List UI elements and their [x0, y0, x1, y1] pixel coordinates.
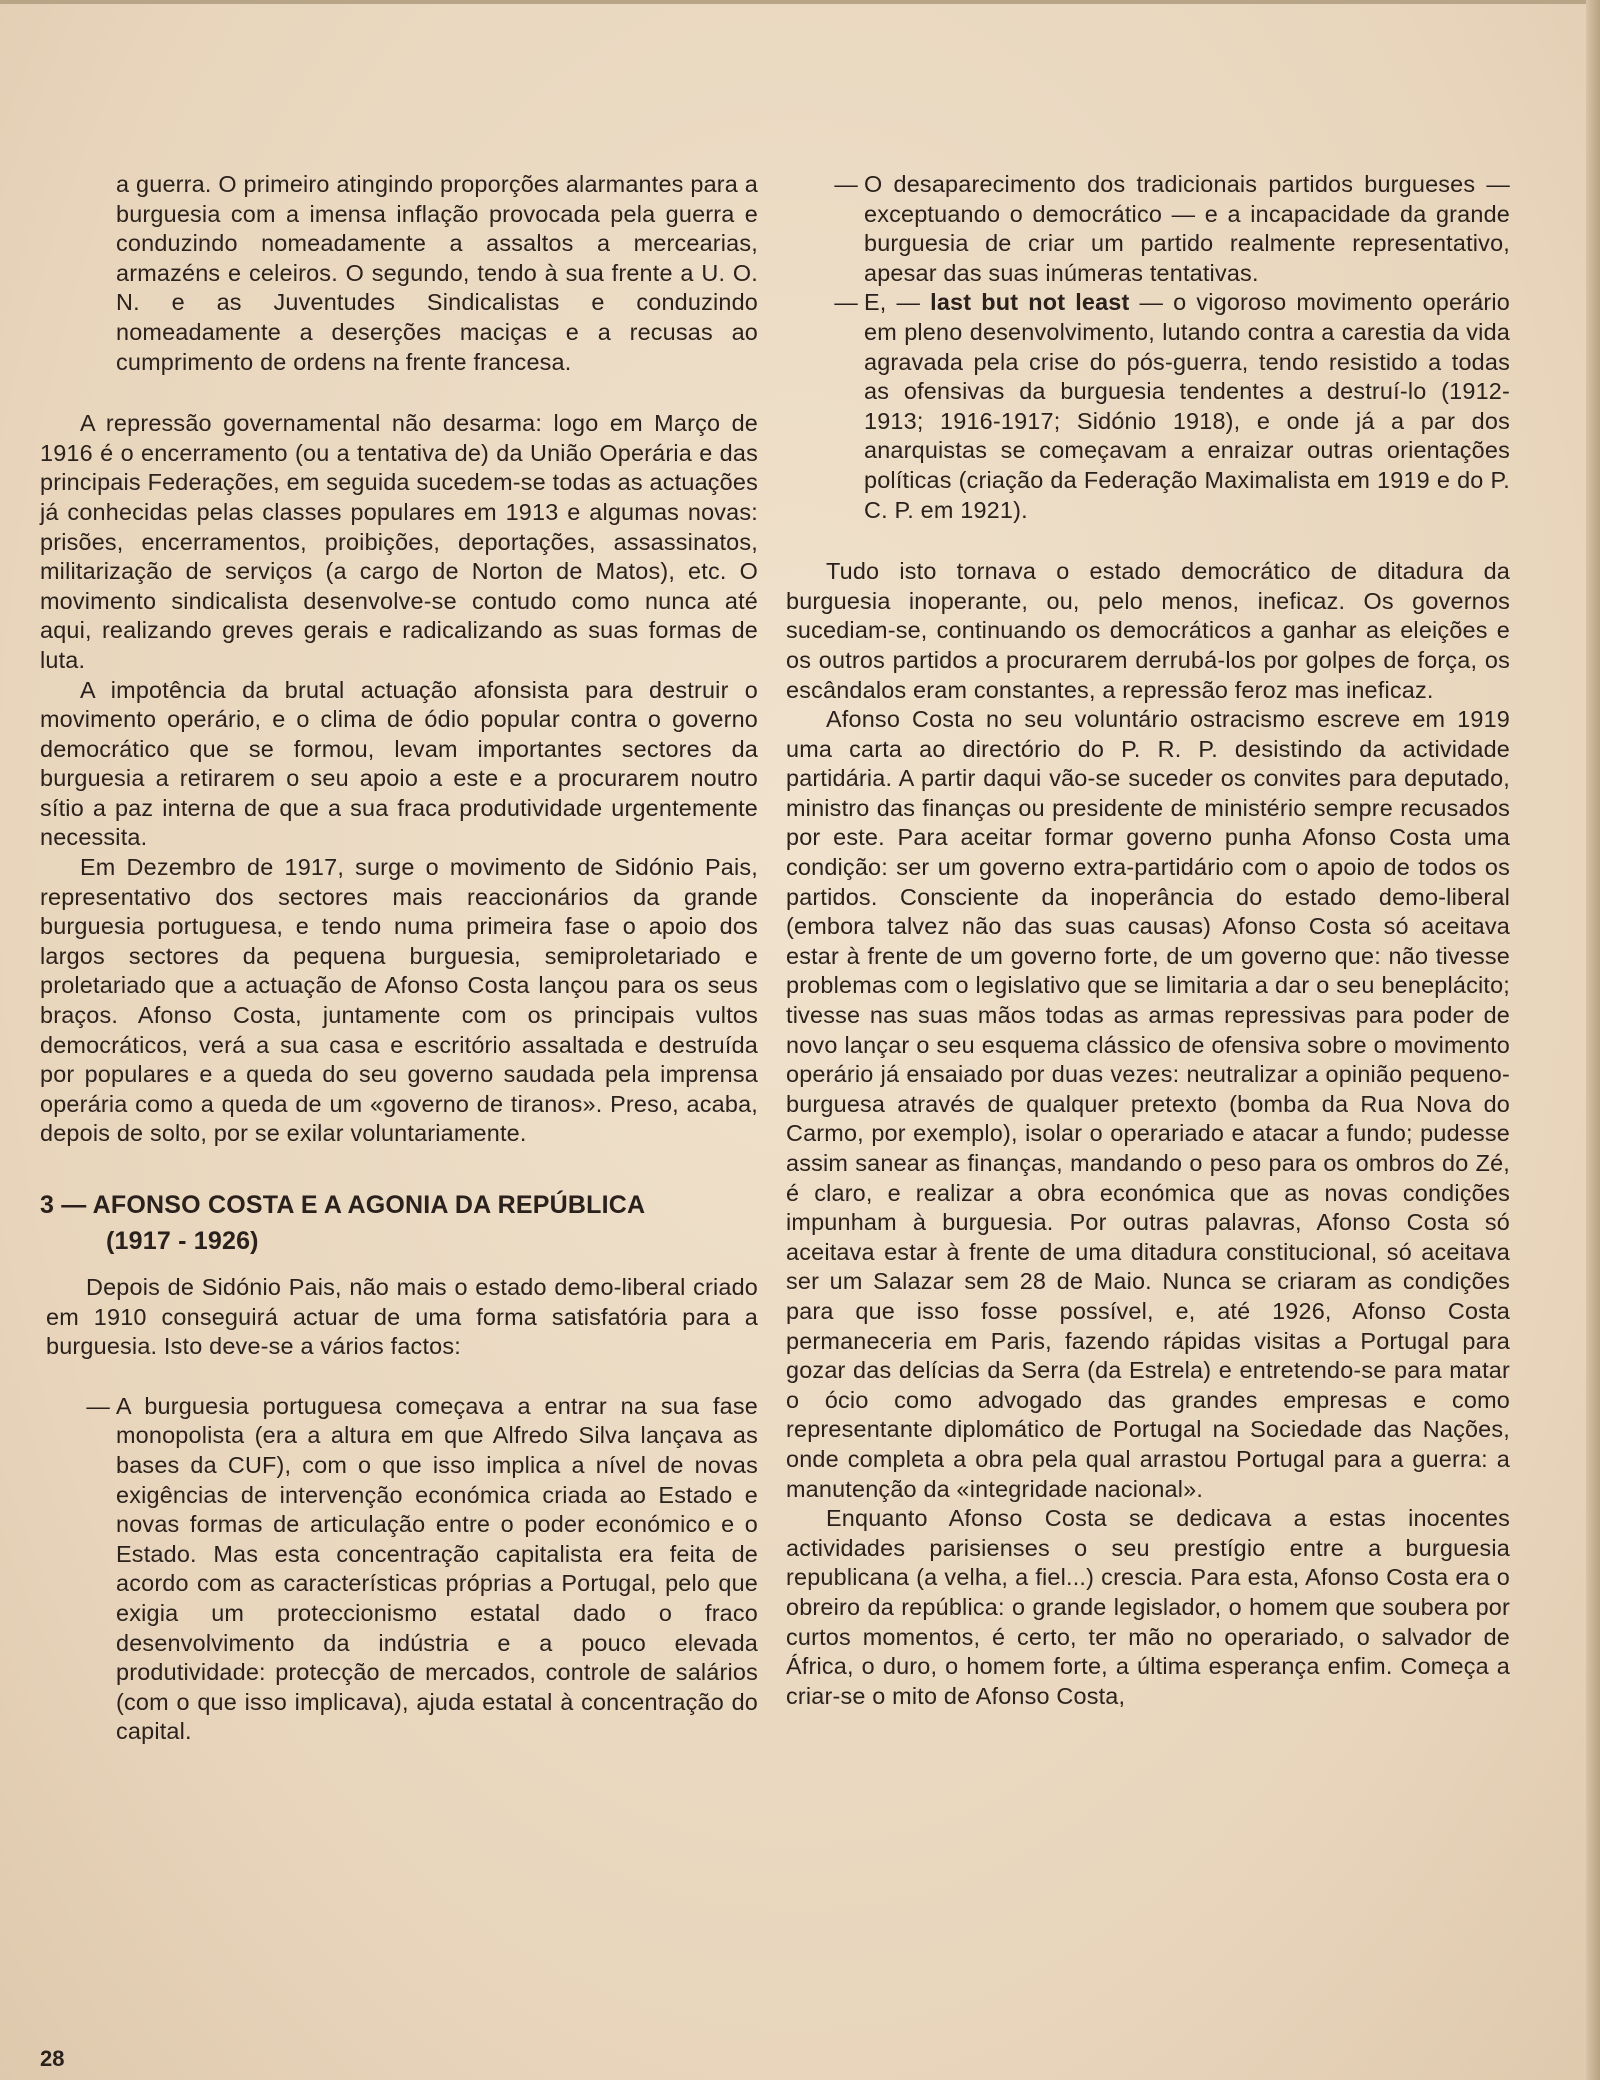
list-item-text: O desaparecimento dos tradicionais partidos burgueses — exceptuando o democrático — e a incapacidade da grande burguesia de criar um partido realmente representativo, apesar das suas inúmeras tentativas. [864, 171, 1510, 286]
emphasis-text: last but not least [930, 289, 1130, 316]
list-dash: — [834, 171, 858, 197]
paragraph: Em Dezembro de 1917, surge o movimento de Sidónio Pais, representativo dos sectores mais reaccionários da grande burguesia portuguesa, e tendo numa primeira fase o apoio dos largos sectores da pequena burguesia, semiproletariado e proletariado que a actuação de Afonso Costa lançou para os seus braços. Afonso Costa, juntamente com os principais vultos democráticos, verá a sua casa e escritório assaltada e destruída por populares e a queda do seu governo saudada pela imprensa operária como a queda de um «governo de tiranos». Preso, acaba, depois de solto, por se exilar voluntariamente. [40, 854, 758, 1147]
paragraph: Depois de Sidónio Pais, não mais o estado demo-liberal criado em 1910 conseguirá actuar de uma forma satisfatória para a burguesia. Isto deve-se a vários factos: [46, 1274, 758, 1360]
section-heading-line2: (1917 - 1926) [106, 1227, 259, 1255]
paragraph: a guerra. O primeiro atingindo proporções alarmantes para a burguesia com a imensa inflação provocada pela guerra e conduzindo nomeadamente a assaltos a mercearias, armazéns e celeiros. O segundo, tendo à sua frente a U. O. N. e as Juventudes Sindicalistas e conduzindo nomeadamente a deserções maciças e a recusas ao cumprimento de ordens na frente francesa. [116, 171, 758, 375]
page-number: 28 [40, 2046, 65, 2071]
page-right-edge [1586, 0, 1600, 2080]
list-item-text: — o vigoroso movimento operário em pleno desenvolvimento, lutando contra a carestia da vida agravada pela crise do pós-guerra, tendo resistido a todas as ofensivas da burguesia tendentes a destruí-lo (1912-1913; 1916-1917; Sidónio 1918), e onde já a par dos anarquistas se começavam a enraizar outras orientações políticas (criação da Federação Maximalista em 1919 e do P. C. P. em 1921). [864, 289, 1510, 523]
list-item [40, 1392, 758, 1747]
left-column [40, 170, 758, 1747]
list-item-text: A burguesia portuguesa começava a entrar na sua fase monopolista (era a altura em que Alfredo Silva lançava as bases da CUF), com o que isso implica a nível de novas exigências de intervenção económica criada ao Estado e novas formas de articulação entre o poder económico e o Estado. Mas esta concentração capitalista era feita de acordo com as características próprias a Portugal, pelo que exigia um proteccionismo estatal dado o fraco desenvolvimento da indústria e a pouco elevada produtividade: protecção de mercados, controle de salários (com o que isso implicava), ajuda estatal à concentração do capital. [116, 1392, 758, 1745]
list-item [786, 170, 1510, 288]
paragraph: Tudo isto tornava o estado democrático de ditadura da burguesia inoperante, ou, pelo menos, ineficaz. Os governos sucediam-se, continuando os democráticos a ganhar as eleições e os outros partidos a procurarem derrubá-los por golpes de força, os escândalos eram constantes, a repressão feroz mas ineficaz. [786, 558, 1510, 703]
right-column [786, 170, 1510, 1711]
page-top-edge [0, 0, 1600, 4]
paragraph: A impotência da brutal actuação afonsista para destruir o movimento operário, e o clima de ódio popular contra o governo democrático que se formou, levam importantes sectores da burguesia a retirarem o seu apoio a este e a procurarem noutro sítio a paz interna de que a sua fraca produtividade urgentemente necessita. [40, 676, 758, 851]
paragraph: A repressão governamental não desarma: logo em Março de 1916 é o encerramento (ou a tentativa de) da União Operária e das principais Federações, em seguida sucedem-se todas as actuações já conhecidas pelas classes populares em 1913 e algumas novas: prisões, encerramentos, proibições, deportações, assassinatos, militarização de serviços (a cargo de Norton de Matos), etc. O movimento sindicalista desenvolve-se contudo como nunca até aqui, realizando greves gerais e radicalizando as suas formas de luta. [40, 410, 758, 673]
paragraph: Afonso Costa no seu voluntário ostracismo escreve em 1919 uma carta ao directório do P. R. P. desistindo da actividade partidária. A partir daqui vão-se suceder os convites para deputado, ministro das finanças ou presidente de ministério sempre recusados por este. Para aceitar formar governo punha Afonso Costa uma condição: ser um governo extra-partidário com o apoio de todos os partidos. Consciente da inoperância do estado demo-liberal (embora talvez não das suas causas) Afonso Costa só aceitava estar à frente de um governo forte, de um governo que: não tivesse problemas com o legislativo que se limitaria a dar o seu beneplácito; tivesse nas suas mãos todas as armas repressivas para poder de novo lançar o seu esquema clássico de ofensiva sobre o movimento operário já ensaiado por duas vezes: neutralizar a opinião pequeno-burguesa através de qualquer pretexto (bomba da Rua Nova do Carmo, por exemplo), isolar o operariado e atacar a fundo; pudesse assim sanear as finanças, mandando o peso para os ombros do Zé, é claro, e realizar a obra económica que as novas condições impunham à burguesia. Por outras palavras, Afonso Costa só aceitava estar à frente de uma ditadura constitucional, só aceitava ser um Salazar sem 28 de Maio. Nunca se criaram as condições para que isso fosse possível, e, até 1926, Afonso Costa permaneceria em Paris, fazendo rápidas visitas a Portugal para gozar das delícias da Serra (da Estrela) e entretendo-se para matar o ócio como advogado das grandes empresas e como representante diplomático de Portugal na Sociedade das Nações, onde completa a obra pela qual arrastou Portugal para a guerra: a manutenção da «integridade nacional». [786, 706, 1510, 1502]
section-heading [40, 1187, 758, 1259]
list-item [786, 288, 1510, 525]
list-dash: — [86, 1392, 110, 1419]
paragraph: Enquanto Afonso Costa se dedicava a estas inocentes actividades parisienses o seu prestígio entre a burguesia republicana (a velha, a fiel...) crescia. Para esta, Afonso Costa era o obreiro da república: o grande legislador, o homem que soubera por curtos momentos, é certo, ter mão no operariado, o salvador de África, o duro, o homem forte, a última esperança enfim. Começa a criar-se o mito de Afonso Costa, [786, 1505, 1510, 1709]
list-item-prefix: E, — [864, 289, 921, 316]
section-heading-line1: 3 — AFONSO COSTA E A AGONIA DA REPÚBLICA [40, 1191, 646, 1219]
list-dash: — [834, 289, 858, 316]
